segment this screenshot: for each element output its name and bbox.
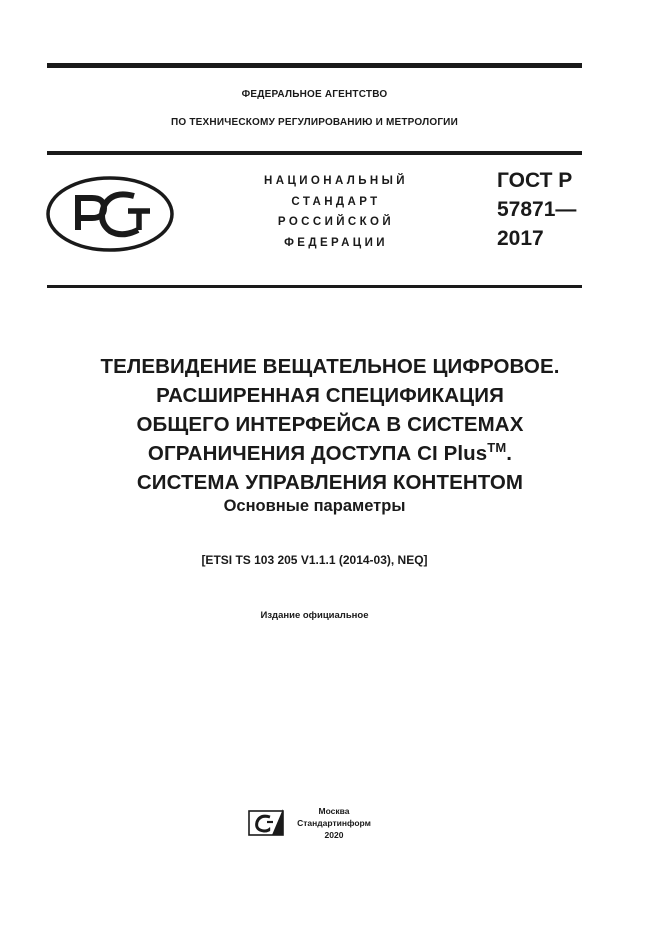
title-line-2: РАСШИРЕННАЯ СПЕЦИФИКАЦИЯ [156, 384, 504, 407]
standard-type-line-3: РОССИЙСКОЙ [277, 216, 395, 228]
gost-line-1: ГОСТ Р [497, 169, 573, 192]
document-subtitle: Основные параметры [223, 497, 406, 515]
standard-type [236, 171, 436, 253]
standartinform-logo-icon [248, 808, 284, 836]
publisher-name: Стандартинформ [297, 818, 371, 828]
title-line-5: СИСТЕМА УПРАВЛЕНИЯ КОНТЕНТОМ [136, 471, 524, 494]
publisher-info [292, 805, 376, 841]
rst-logo-icon [46, 176, 174, 252]
standard-type-line-1: НАЦИОНАЛЬНЫЙ [264, 175, 408, 187]
publisher-city: Москва [318, 806, 350, 816]
top-rule [47, 63, 582, 68]
title-line-4-end: . [506, 442, 513, 465]
standard-type-line-2: СТАНДАРТ [291, 195, 381, 208]
title-line-1: ТЕЛЕВИДЕНИЕ ВЕЩАТЕЛЬНОЕ ЦИФРОВОЕ. [100, 355, 560, 378]
agency-line-2: ПО ТЕХНИЧЕСКОМУ РЕГУЛИРОВАНИЮ И МЕТРОЛОГИИ [171, 117, 458, 128]
header-bottom-rule [47, 285, 582, 288]
standard-type-line-4: ФЕДЕРАЦИИ [284, 236, 388, 249]
trademark-sup: TM [487, 440, 507, 455]
document-title [40, 352, 620, 497]
title-line-4 [40, 439, 620, 468]
publisher-year: 2020 [324, 830, 344, 840]
title-line-3: ОБЩЕГО ИНТЕРФЕЙСА В СИСТЕМАХ [136, 413, 524, 436]
agency-line-1: ФЕДЕРАЛЬНОЕ АГЕНТСТВО [241, 89, 388, 100]
gost-line-3: 2017 [497, 227, 544, 250]
gost-number [497, 166, 576, 253]
title-line-4-main: ОГРАНИЧЕНИЯ ДОСТУПА CI Plus [147, 442, 488, 465]
reference: [ETSI TS 103 205 V1.1.1 (2014-03), NEQ] [201, 553, 428, 567]
gost-line-2: 57871— [497, 198, 577, 221]
edition-label: Издание официальное [260, 610, 369, 621]
header-rule [47, 151, 582, 155]
